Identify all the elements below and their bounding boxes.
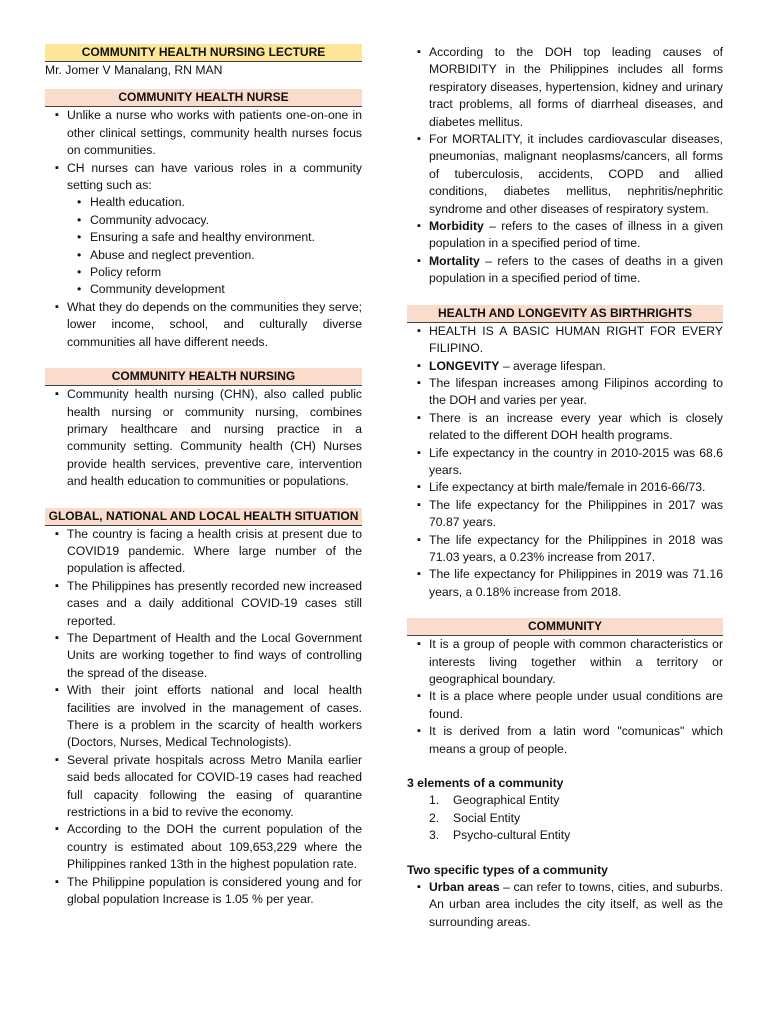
section-heading-health-longevity: HEALTH AND LONGEVITY AS BIRTHRIGHTS — [407, 305, 723, 323]
list-item — [407, 810, 723, 827]
list-item: ▪ It is derived from a latin word "comunicas" which means a group of people. — [407, 723, 723, 758]
definition-urban-areas: – can refer to towns, cities, and suburbs. An urban area includes the city itself, as well as the surrounding areas. — [429, 880, 723, 929]
community-health-nurse-list — [45, 107, 362, 351]
list-item: ▪ The Department of Health and the Local Government Units are working together to find ways of controlling the spread of the disease. — [45, 630, 362, 682]
list-item — [407, 792, 723, 809]
list-item: ▪ The lifespan increases among Filipinos according to the DOH and varies per year. — [407, 375, 723, 410]
term-urban-areas: Urban areas — [429, 880, 500, 895]
list-item: ▪ There is an increase every year which is closely related to the different DOH health programs. — [407, 410, 723, 445]
role-item: • Abuse and neglect prevention. — [68, 247, 362, 264]
role-item: • Ensuring a safe and healthy environment. — [68, 229, 362, 246]
right-column — [407, 44, 723, 931]
list-item: ▪ It is a group of people with common characteristics or interests living together within a territory or geographical boundary. — [407, 636, 723, 688]
list-item: ▪ Life expectancy in the country in 2010-2015 was 68.6 years. — [407, 445, 723, 480]
list-item: ▪ Life expectancy at birth male/female in 2016-66/73. — [407, 479, 723, 496]
list-item — [407, 253, 723, 288]
elements-list — [407, 792, 723, 844]
list-item: ▪ With their joint efforts national and local health facilities are involved in the management of cases. There is a problem in the scarcity of health workers (Doctors, Nurses, Medical Technologists). — [45, 682, 362, 752]
list-item — [407, 879, 723, 931]
list-item: ▪ The life expectancy for Philippines in 2019 was 71.16 years, a 0.18% increase from 2018. — [407, 566, 723, 601]
list-item-text: CH nurses can have various roles in a community setting such as: — [67, 160, 362, 193]
list-item: ▪ Unlike a nurse who works with patients one-on-one in other clinical settings, community health nurses focus on communities. — [45, 107, 362, 159]
morbidity-mortality-list — [407, 44, 723, 288]
section-heading-community-health-nursing: COMMUNITY HEALTH NURSING — [45, 368, 362, 386]
list-item: ▪ According to the DOH top leading causes of MORBIDITY in the Philippines includes all forms respiratory diseases, hypertension, kidney and urinary tract problems, all forms of diarrheal diseases, and diabetes mellitus. — [407, 44, 723, 131]
section-heading-health-situation: GLOBAL, NATIONAL AND LOCAL HEALTH SITUATION — [45, 508, 362, 526]
list-item: ▪ The country is facing a health crisis at present due to COVID19 pandemic. Where large number of the population is affected. — [45, 526, 362, 578]
health-situation-list — [45, 526, 362, 909]
role-item: • Policy reform — [68, 264, 362, 281]
role-item: • Community advocacy. — [68, 212, 362, 229]
community-list — [407, 636, 723, 758]
definition-longevity: – average lifespan. — [499, 358, 606, 373]
term-mortality: Mortality — [429, 253, 480, 268]
types-heading: Two specific types of a community — [407, 862, 608, 877]
definition-mortality: – refers to the cases of deaths in a given population in a specified period of time. — [429, 253, 723, 286]
list-item: ▪ HEALTH IS A BASIC HUMAN RIGHT FOR EVERY FILIPINO. — [407, 323, 723, 358]
list-item — [407, 358, 723, 375]
list-item: ▪ For MORTALITY, it includes cardiovascular diseases, pneumonias, malignant neoplasms/cancers, all forms of tuberculosis, accidents, COPD and allied conditions, diabetes mellitus, nephritis/nephritic syndrome and other diseases of respiratory system. — [407, 131, 723, 218]
item-label: Geographical Entity — [453, 793, 560, 808]
list-item — [407, 218, 723, 253]
list-item: ▪ The life expectancy for the Philippines in 2017 was 70.87 years. — [407, 497, 723, 532]
community-health-nursing-list — [45, 386, 362, 490]
types-list — [407, 879, 723, 931]
list-item: ▪ Several private hospitals across Metro Manila earlier said beds allocated for COVID-19 cases had reached full capacity following the easing of quarantine restrictions in a bid to revive the economy. — [45, 752, 362, 822]
elements-heading: 3 elements of a community — [407, 776, 564, 791]
section-heading-community-health-nurse: COMMUNITY HEALTH NURSE — [45, 89, 362, 107]
item-number: 1. — [429, 793, 440, 808]
left-column — [45, 44, 362, 908]
list-item: ▪ According to the DOH the current population of the country is estimated about 109,653,229 where the Philippines ranked 13th in the highest population rate. — [45, 821, 362, 873]
definition-morbidity: – refers to the cases of illness in a given population in a specified period of time. — [429, 219, 723, 251]
list-item: ▪ Community health nursing (CHN), also called public health nursing or community nursing, combines primary healthcare and nursing practice in a community setting. Community health (CH) Nurses provide health services, preventive care, intervention and health education to communities or populations. — [45, 386, 362, 490]
item-label: Psycho-cultural Entity — [453, 828, 571, 843]
role-item: • Community development — [68, 281, 362, 298]
item-number: 3. — [429, 828, 440, 843]
term-longevity: LONGEVITY — [429, 358, 500, 373]
list-item: ▪ It is a place where people under usual conditions are found. — [407, 688, 723, 723]
list-item — [407, 827, 723, 844]
list-item — [45, 160, 362, 299]
term-morbidity: Morbidity — [429, 219, 484, 234]
lecture-title: COMMUNITY HEALTH NURSING LECTURE — [45, 44, 362, 62]
list-item: ▪ The life expectancy for the Philippines in 2018 was 71.03 years, a 0.23% increase from 2017. — [407, 532, 723, 567]
list-item: ▪ The Philippine population is considered young and for global population Increase is 1.05 % per year. — [45, 874, 362, 909]
role-item: • Health education. — [68, 194, 362, 211]
section-heading-community: COMMUNITY — [407, 618, 723, 636]
roles-list — [67, 194, 362, 298]
item-label: Social Entity — [453, 810, 521, 825]
list-item: ▪ The Philippines has presently recorded new increased cases and a daily additional COVID-19 cases still reported. — [45, 578, 362, 630]
health-longevity-list — [407, 323, 723, 602]
item-number: 2. — [429, 810, 440, 825]
author-line: Mr. Jomer V Manalang, RN MAN — [45, 63, 223, 77]
list-item: ▪ What they do depends on the communities they serve; lower income, school, and culturally diverse communities all have different needs. — [45, 299, 362, 351]
